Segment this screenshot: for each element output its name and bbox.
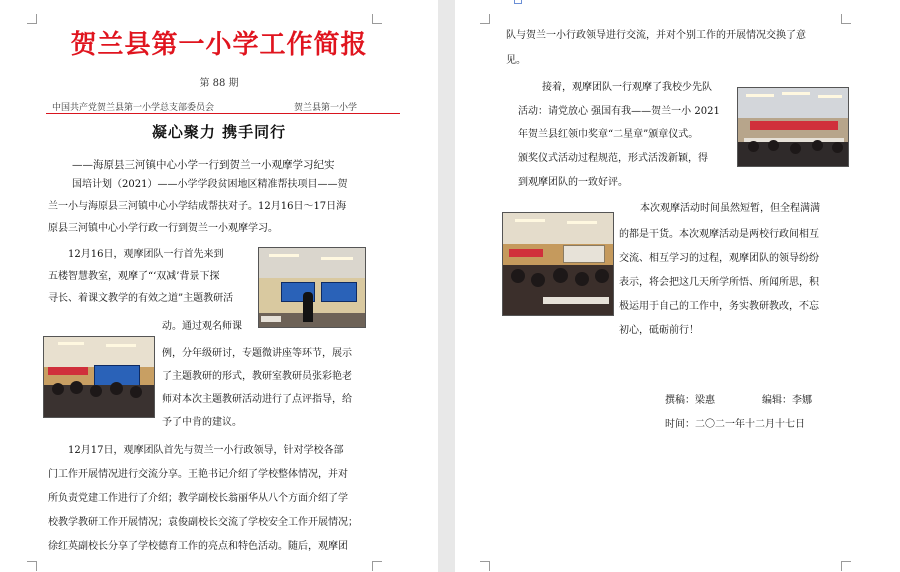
body-line: 接着，观摩团队一行观摩了我校少先队 [542, 82, 712, 93]
body-line: 兰一小与海原县三河镇中心小学结成帮扶对子。12月16日～17日海 [48, 201, 347, 212]
body-line: 所负责党建工作进行了介绍；教学副校长翁丽华从八个方面介绍了学 [48, 493, 348, 504]
body-line: 活动：请党放心 强国有我——贺兰一小 2021 [518, 106, 720, 117]
photo-seminar-audience [43, 336, 155, 418]
body-line: 12月17日，观摩团队首先与贺兰一小行政领导，针对学校各部 [68, 445, 344, 456]
page-corner-mark [372, 561, 382, 571]
body-line: 本次观摩活动时间虽然短暂，但全程满满 [640, 203, 820, 214]
page-right [455, 0, 900, 572]
body-line: 到观摩团队的一致好评。 [518, 177, 628, 188]
page-corner-mark [841, 14, 851, 24]
photo-badge-ceremony [737, 87, 849, 167]
article-headline: 凝心聚力 携手同行 [151, 123, 287, 141]
page-corner-mark [480, 561, 490, 571]
body-line: 动。通过观名师课 [162, 321, 242, 332]
issue-number: 第 88 期 [199, 78, 239, 89]
body-line: 的都是干货。本次观摩活动是两校行政间相互 [619, 229, 819, 240]
body-line: 徐红英副校长分享了学校德育工作的亮点和特色活动。随后，观摩团 [48, 541, 348, 552]
publisher-party-committee: 中国共产党贺兰县第一小学总支部委员会 [52, 103, 215, 113]
photo-smart-classroom [258, 247, 366, 328]
byline-date: 时间：二〇二一年十二月十七日 [665, 419, 805, 430]
body-line: 予了中肯的建议。 [162, 417, 242, 428]
body-line: 师对本次主题教研活动进行了点评指导，给 [162, 394, 352, 405]
body-line: 年贺兰县红领巾奖章“二星章”颁章仪式。 [518, 129, 699, 140]
body-line: 原县三河镇中心小学行政一行到贺兰一小观摩学习。 [48, 223, 278, 234]
header-divider [46, 113, 400, 114]
body-line: 门工作开展情况进行交流分享。王艳书记介绍了学校整体情况，并对 [48, 469, 348, 480]
body-line: 12月16日，观摩团队一行首先来到 [68, 249, 224, 260]
body-line: 五楼智慧教室，观摩了“‘双减’背景下探 [48, 271, 220, 282]
body-line: 见。 [506, 55, 526, 66]
body-line: 校教学教研工作开展情况；袁俊副校长交流了学校安全工作开展情况； [48, 517, 358, 528]
body-line: 寻长、着课文教学的有效之道”主题教研活 [48, 293, 234, 304]
page-corner-mark [841, 561, 851, 571]
page-corner-mark [372, 14, 382, 24]
body-line: 例，分年级研讨，专题微讲座等环节，展示 [162, 348, 352, 359]
page-corner-mark [480, 14, 490, 24]
body-line: 国培计划（2021）——小学学段贫困地区精准帮扶项目——贺 [72, 179, 348, 190]
article-subheadline: ——海原县三河镇中心小学一行到贺兰一小观摩学习纪实 [72, 159, 335, 171]
body-line: 队与贺兰一小行政领导进行交流，并对个别工作的开展情况交换了意 [506, 30, 806, 41]
body-line: 颁奖仪式活动过程规范，形式活泼新颖，得 [518, 153, 708, 164]
newsletter-title: 贺兰县第一小学工作简报 [70, 30, 368, 60]
photo-exchange-meeting [502, 212, 614, 316]
body-line: 表示，将会把这几天所学所悟、所闻所思，积 [619, 277, 819, 288]
page-corner-mark [27, 14, 37, 24]
publisher-school: 贺兰县第一小学 [294, 103, 358, 113]
byline-editor: 编辑：李娜 [762, 395, 812, 406]
byline-writer: 撰稿：梁惠 [665, 395, 715, 406]
scroll-caret-icon [514, 0, 522, 4]
body-line: 初心，砥砺前行！ [619, 325, 699, 336]
page-corner-mark [27, 561, 37, 571]
body-line: 极运用于自己的工作中，务实教研教改，不忘 [619, 301, 819, 312]
body-line: 交流、相互学习的过程，观摩团队的领导纷纷 [619, 253, 819, 264]
page-left [0, 0, 438, 572]
body-line: 了主题教研的形式，教研室教研员张彩艳老 [162, 371, 352, 382]
